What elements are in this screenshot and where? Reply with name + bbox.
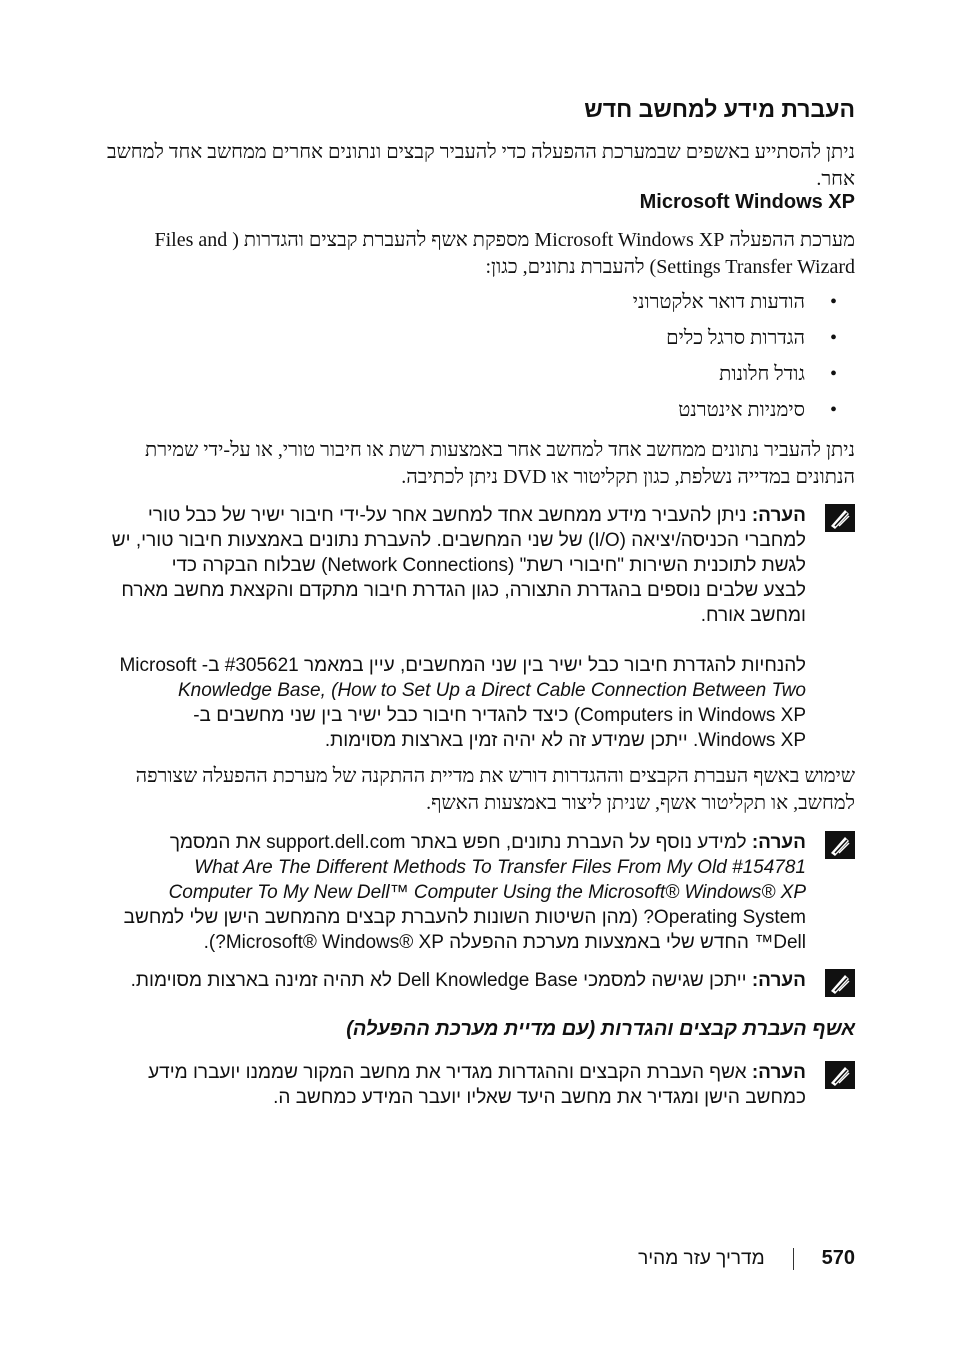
xp-line-1: מערכת ההפעלה Microsoft Windows XP מספקת אשף להעברת קבצים והגדרות ( Files and bbox=[154, 229, 855, 251]
note-1: הערה: ניתן להעביר מידע ממחשב אחד למחשב אחר על-ידי חיבור ישיר של כבל טורי למחברי הכניסה/יציאה (I/O) של שני המחשבים. להעברת נתונים באמצעות חיבור טורי, יש לגשת לתוכנית השירות "חיבורי רשת" (Network Connections) שבלוח הבקרה כדי לבצע שלבים נוספים בהגדרת התצורה, כגון הגדרת חיבור מתקדם והקצאת מחשב מארח ומחשב אורח. bbox=[111, 505, 806, 626]
data-type-list bbox=[455, 289, 855, 433]
xp-line-2: Settings Transfer Wizard) להעברת נתונים, כגון: bbox=[485, 256, 855, 278]
bullet-icon: • bbox=[829, 363, 837, 385]
transfer-line-2: הנתונים במדייה נשלפת, כגון תקליטור או DVD ניתן לכתיבה. bbox=[401, 466, 855, 488]
bullet-icon: • bbox=[829, 327, 837, 349]
cable-connection-paragraph: להנחיות להגדרת חיבור כבל ישיר בין שני המחשבים, עיין במאמר #305621 ב- Microsoft Knowledge Base, (How to Set Up a Direct Cable Connection Between Two Computers in Windows XP) כיצד להגדיר חיבור כבל ישיר בין שני מחשבים ב- Windows XP. ייתכן שמידע זה לא יהיה זמין בארצות מסוימות. bbox=[119, 655, 806, 751]
list-item: • גודל חלונות bbox=[455, 361, 855, 397]
page-number: 570 bbox=[821, 1247, 855, 1269]
intro-paragraph bbox=[100, 139, 855, 193]
footer-divider bbox=[793, 1248, 794, 1270]
xp-heading: Microsoft Windows XP bbox=[639, 191, 855, 213]
intro-text: ניתן להסתייע באשפים שבמערכת ההפעלה כדי להעביר קבצים ונתונים אחרים ממחשב אחד למחשב אחר. bbox=[107, 141, 855, 190]
note-pencil-icon bbox=[825, 504, 855, 532]
section-title: העברת מידע למחשב חדש bbox=[584, 96, 855, 122]
note-3: הערה: ייתכן שגישה למסמכי Dell Knowledge Base לא תהיה זמינה בארצות מסוימות. bbox=[130, 970, 806, 991]
list-item: • הגדרות סרגל כלים bbox=[455, 325, 855, 361]
page-footer bbox=[638, 1247, 855, 1270]
note-label: הערה: bbox=[751, 1062, 806, 1083]
note-2: הערה: למידע נוסף על העברת נתונים, חפש באתר support.dell.com את המסמך #154781 What Are The Different Methods To Transfer Files From My Old Computer To My New Dell™ Computer Using the Microsoft® Windows® XP Operating System? (מהן השיטות השונות להעברת קבצים מהמחשב הישן שלי למחשב Dell™ החדש שלי באמצעות מערכת ההפעלה Microsoft® Windows® XP?). bbox=[123, 832, 806, 953]
wizard-paragraph: שימוש באשף העברת הקבצים וההגדרות דורש את מדיית ההתקנה של מערכת ההפעלה שצורפה למחשב, או תקליטור אשף, שניתן ליצור באמצעות האשף. bbox=[135, 765, 855, 814]
note-4: הערה: אשף העברת הקבצים וההגדרות מגדיר את מחשב המקור שממנו יועברו מידע כמחשב הישן ומגדיר את מחשב היעד שאליו יועבר המידע כמחשב ה. bbox=[148, 1062, 806, 1108]
note-label: הערה: bbox=[751, 832, 806, 853]
note-pencil-icon bbox=[825, 1061, 855, 1089]
note-pencil-icon bbox=[825, 969, 855, 997]
list-item: • סימניות אינטרנט bbox=[455, 397, 855, 433]
transfer-paragraph bbox=[100, 437, 855, 491]
guide-title: מדריך עזר מהיר bbox=[638, 1247, 765, 1269]
wizard-heading: אשף העברת קבצים והגדרות (עם מדיית מערכת ההפעלה) bbox=[346, 1018, 855, 1040]
note-label: הערה: bbox=[751, 505, 806, 526]
bullet-icon: • bbox=[829, 291, 837, 313]
transfer-line-1: ניתן להעביר נתונים ממחשב אחד למחשב אחר באמצעות רשת או חיבור טורי, או על-ידי שמירת bbox=[145, 439, 855, 461]
note-pencil-icon bbox=[825, 831, 855, 859]
xp-paragraph bbox=[100, 227, 855, 281]
note-label: הערה: bbox=[751, 970, 806, 991]
list-item: • הודעות דואר אלקטרוני bbox=[455, 289, 855, 325]
bullet-icon: • bbox=[829, 399, 837, 421]
